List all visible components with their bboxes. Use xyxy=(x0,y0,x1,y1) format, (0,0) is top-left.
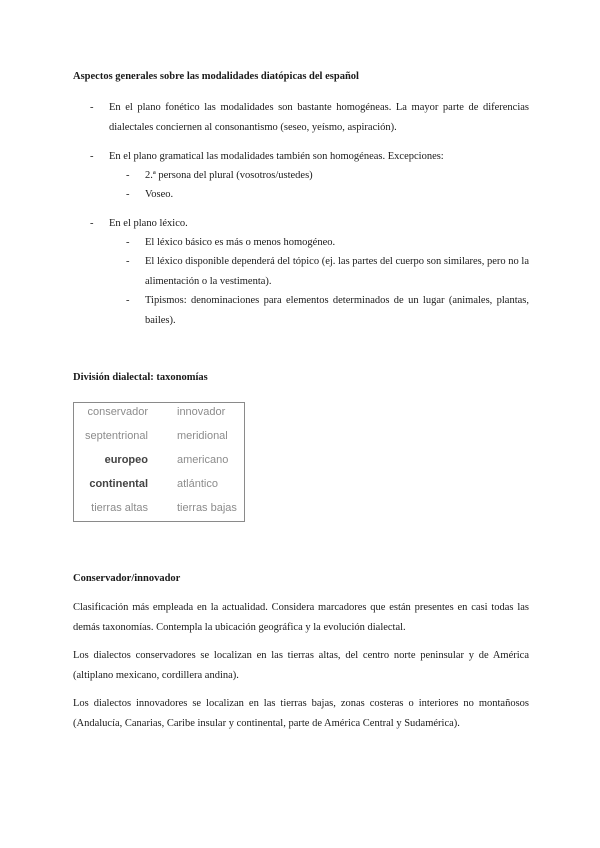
bullet-text: En el plano fonético las modalidades son bastante homogéneas. La mayor parte de diferencias dialectales conciernen al consonantismo (seseo, yeísmo, aspiración). xyxy=(109,102,529,133)
sub-bullet-dash: - xyxy=(126,256,130,267)
taxonomy-left: conservador xyxy=(87,406,148,418)
taxonomy-left: septentrional xyxy=(85,430,148,442)
table-row xyxy=(74,430,244,454)
table-row xyxy=(74,454,244,478)
paragraph-innovadores: Los dialectos innovadores se localizan en las tierras bajas, zonas costeras o interiores no montañosos (Andalucía, Canarias, Caribe insular y continental, parte de América Central y Sudamérica). xyxy=(73,698,529,729)
bullet-text: En el plano léxico. xyxy=(109,218,188,229)
section-heading-division: División dialectal: taxonomías xyxy=(73,372,208,383)
sub-bullet-text: Tipismos: denominaciones para elementos determinados de un lugar (animales, plantas, bailes). xyxy=(145,295,529,326)
table-row xyxy=(74,502,244,526)
taxonomy-table xyxy=(73,402,245,522)
sub-bullet-text: El léxico básico es más o menos homogéneo. xyxy=(145,237,336,248)
sub-bullet-dash: - xyxy=(126,295,130,306)
sub-bullet-text: Voseo. xyxy=(145,189,174,200)
paragraph-conservadores: Los dialectos conservadores se localizan en las tierras altas, del centro norte peninsular y de América (altiplano mexicano, cordillera andina). xyxy=(73,650,529,681)
sub-bullet-dash: - xyxy=(126,170,130,181)
bullet-dash: - xyxy=(90,151,94,162)
taxonomy-right: innovador xyxy=(177,406,226,418)
table-row xyxy=(74,478,244,502)
taxonomy-right: tierras bajas xyxy=(177,502,237,514)
taxonomy-left: continental xyxy=(89,478,148,490)
section-heading-aspectos: Aspectos generales sobre las modalidades diatópicas del español xyxy=(73,71,359,82)
taxonomy-right: meridional xyxy=(177,430,228,442)
sub-bullet-dash: - xyxy=(126,189,130,200)
sub-bullet-dash: - xyxy=(126,237,130,248)
sub-bullet-text: 2.ª persona del plural (vosotros/ustedes) xyxy=(145,170,313,181)
bullet-text: En el plano gramatical las modalidades también son homogéneas. Excepciones: xyxy=(109,151,444,162)
sub-bullet-text: El léxico disponible dependerá del tópico (ej. las partes del cuerpo son similares, pero no la alimentación o la vestimenta). xyxy=(145,256,530,287)
section-heading-conservador: Conservador/innovador xyxy=(73,573,181,584)
taxonomy-right: americano xyxy=(177,454,229,466)
taxonomy-left: tierras altas xyxy=(91,502,148,514)
taxonomy-left: europeo xyxy=(104,454,148,466)
paragraph-clasificacion: Clasificación más empleada en la actualidad. Considera marcadores que están presentes en casi todas las demás taxonomías. Contempla la ubicación geográfica y la evolución dialectal. xyxy=(73,602,529,633)
taxonomy-right: atlántico xyxy=(177,478,218,490)
bullet-dash: - xyxy=(90,218,94,229)
table-row xyxy=(74,406,244,430)
bullet-dash: - xyxy=(90,102,94,113)
